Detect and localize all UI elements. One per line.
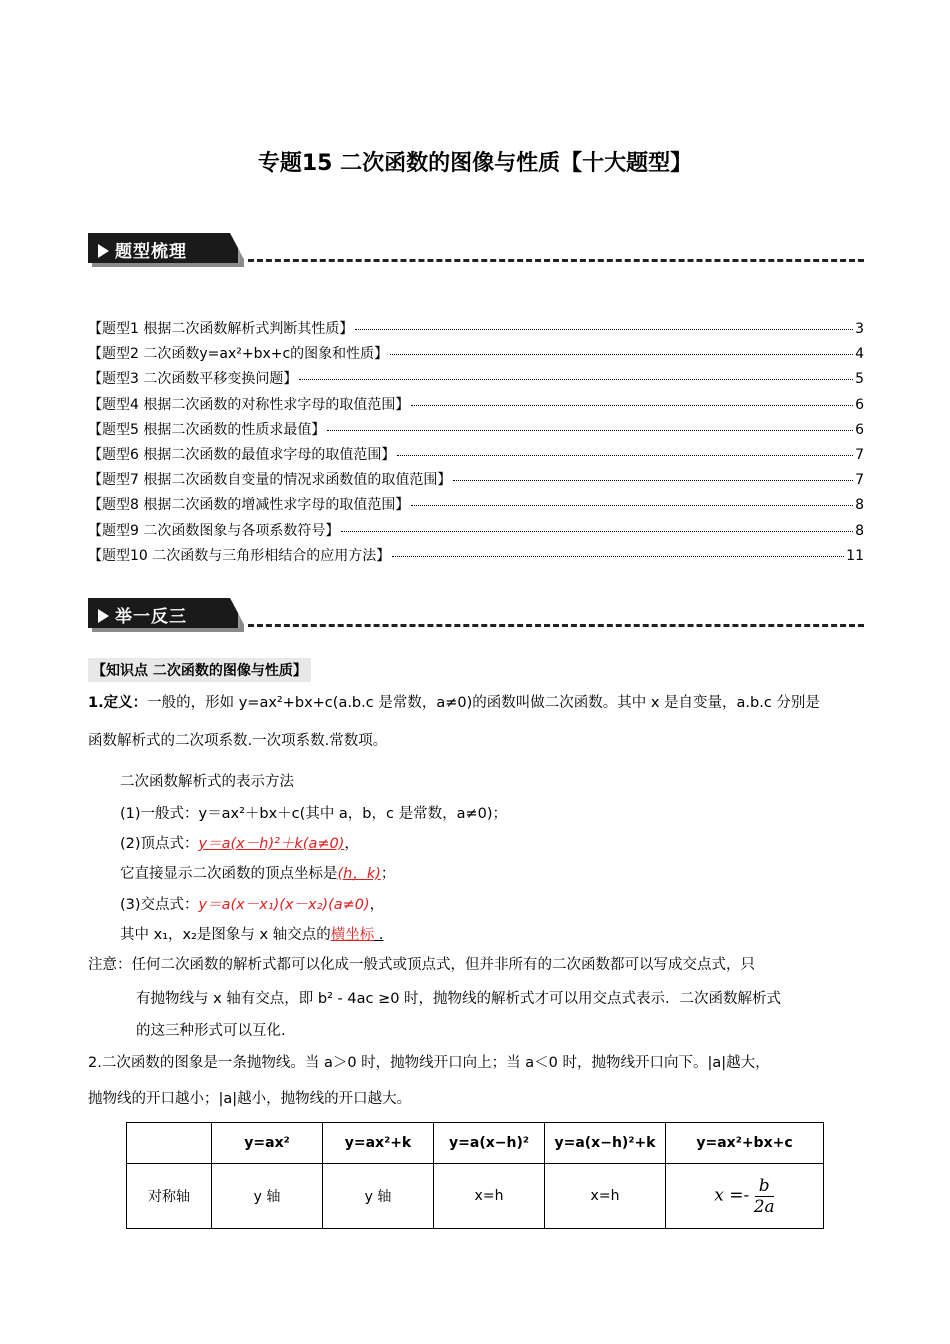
toc-item-label: 【题型10 二次函数与三角形相结合的应用方法】 [88, 547, 391, 564]
table-cell: y 轴 [212, 1164, 323, 1229]
toc-leader-dots [411, 505, 853, 506]
toc-item-page: 4 [855, 346, 864, 363]
toc-leader-dots [299, 379, 853, 380]
toc-item-label: 【题型1 根据二次函数解析式判断其性质】 [88, 321, 354, 337]
dash-divider [248, 624, 864, 627]
toc-leader-dots [392, 556, 844, 557]
fraction: $\frac{b}{2a}$ [753, 1175, 775, 1217]
table-cell: x=h [434, 1164, 545, 1229]
table-cell: y 轴 [323, 1164, 434, 1229]
toc-leader-dots [453, 480, 853, 481]
toc-item[interactable] [88, 318, 864, 343]
vertex-coordinate: 它直接显示二次函数的顶点坐标是(h，k)； [120, 866, 396, 882]
toc-item-page: 8 [855, 522, 864, 539]
toc-item-label: 【题型4 根据二次函数的对称性求字母的取值范围】 [88, 396, 410, 413]
toc-item[interactable] [88, 368, 864, 393]
toc-item-page: 6 [855, 396, 864, 413]
axis-table [126, 1122, 824, 1229]
toc-item[interactable] [88, 394, 864, 419]
toc-item[interactable] [88, 343, 864, 368]
section-banner-types: 题型梳理 [88, 233, 864, 269]
toc-item-label: 【题型3 二次函数平移变换问题】 [88, 371, 298, 388]
toc-item[interactable] [88, 494, 864, 519]
table-of-contents [88, 318, 864, 570]
table-header-cell: y=ax² [212, 1123, 323, 1164]
toc-leader-dots [397, 455, 853, 456]
toc-item-label: 【题型8 根据二次函数的增减性求字母的取值范围】 [88, 497, 410, 514]
toc-item-page: 7 [855, 472, 864, 489]
paragraph2-line2: 抛物线的开口越小；|a|越小，抛物线的开口越大。 [88, 1091, 412, 1107]
toc-item-page: 11 [846, 547, 864, 564]
paragraph2-line1: 2.二次函数的图象是一条抛物线。当 a＞0 时，抛物线开口向上；当 a＜0 时，抛物线开口向下。|a|越大， [88, 1055, 770, 1071]
toc-leader-dots [411, 405, 853, 406]
knowledge-heading: 【知识点 二次函数的图像与性质】 [88, 658, 311, 682]
toc-item[interactable] [88, 469, 864, 494]
toc-item-page: 7 [855, 446, 864, 463]
definition-line1: 1.定义：一般的，形如 y=ax²+bx+c(a.b.c 是常数，a≠0)的函数叫做二次函数。其中 x 是自变量，a.b.c 分别是 [88, 695, 820, 711]
toc-item-label: 【题型7 根据二次函数自变量的情况求函数值的取值范围】 [88, 472, 452, 489]
row-label: 对称轴 [127, 1164, 212, 1229]
table-header-cell: y=a(x−h)²+k [545, 1123, 666, 1164]
general-form: (1)一般式：y＝ax²＋bx＋c(其中 a，b，c 是常数，a≠0)； [120, 806, 508, 822]
table-cell: x=h [545, 1164, 666, 1229]
toc-item-label: 【题型6 根据二次函数的最值求字母的取值范围】 [88, 446, 396, 463]
note-line3: 的这三种形式可以互化. [136, 1023, 286, 1039]
toc-leader-dots [390, 354, 853, 355]
table-header-cell: y=ax²+bx+c [666, 1123, 824, 1164]
table-header-cell: y=a(x−h)² [434, 1123, 545, 1164]
table-cell-formula: x =- $\frac{b}{2a}$ [666, 1164, 824, 1229]
dash-divider [248, 259, 864, 262]
table-header-row [127, 1123, 824, 1164]
toc-item[interactable] [88, 444, 864, 469]
toc-item[interactable] [88, 520, 864, 545]
table-row [127, 1164, 824, 1229]
vertex-form: (2)顶点式：y＝a(x－h)²＋k(a≠0)， [120, 836, 359, 852]
toc-item-label: 【题型5 根据二次函数的性质求最值】 [88, 421, 326, 438]
note-line1: 注意：任何二次函数的解析式都可以化成一般式或顶点式，但并非所有的二次函数都可以写成交点式，只 [88, 957, 755, 973]
toc-item-page: 8 [855, 497, 864, 514]
page-title: 专题15 二次函数的图像与性质【十大题型】 [257, 151, 693, 176]
forms-heading: 二次函数解析式的表示方法 [120, 774, 294, 790]
play-triangle-icon [98, 244, 109, 258]
roots-note: 其中 x₁，x₂是图象与 x 轴交点的横坐标 . [120, 927, 384, 943]
toc-item-label: 【题型2 二次函数y=ax²+bx+c的图象和性质】 [88, 346, 389, 363]
toc-leader-dots [355, 329, 853, 330]
toc-item-page: 6 [855, 421, 864, 438]
toc-item-page: 3 [855, 321, 864, 337]
table-header-cell [127, 1123, 212, 1164]
toc-leader-dots [327, 430, 853, 431]
intercept-form: (3)交点式：y＝a(x－x₁)(x－x₂)(a≠0)， [120, 897, 385, 913]
play-triangle-icon [98, 609, 109, 623]
note-line2: 有抛物线与 x 轴有交点，即 b² - 4ac ≥0 时，抛物线的解析式才可以用交点式表示．二次函数解析式 [136, 991, 782, 1007]
table-header-cell: y=ax²+k [323, 1123, 434, 1164]
toc-leader-dots [341, 531, 853, 532]
toc-item-page: 5 [855, 371, 864, 388]
toc-item-label: 【题型9 二次函数图象与各项系数符号】 [88, 522, 340, 539]
definition-line2: 函数解析式的二次项系数.一次项系数.常数项。 [88, 733, 388, 749]
toc-item[interactable] [88, 545, 864, 570]
toc-item[interactable] [88, 419, 864, 444]
section-banner-examples: 举一反三 [88, 598, 864, 634]
